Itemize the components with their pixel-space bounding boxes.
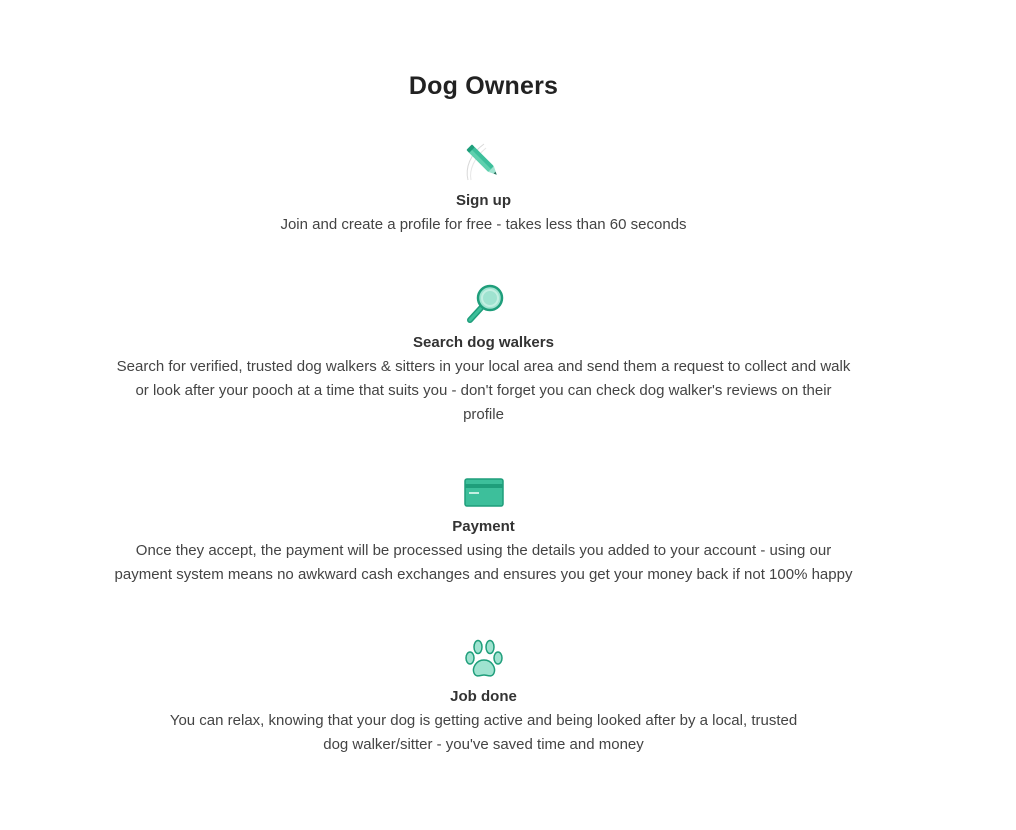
step-description: You can relax, knowing that your dog is getting active and being looked after by a local, trusted dog walker/sitter - you've saved time and money [169,712,798,753]
step-title: Search dog walkers [413,334,554,351]
step-sign-up [0,140,967,237]
credit-card-icon [464,474,504,510]
step-title: Payment [452,518,515,535]
magnifying-glass-icon [462,282,506,326]
step-job-done [0,638,967,757]
step-title: Sign up [456,192,511,209]
step-description: Search for verified, trusted dog walkers & sitters in your local area and send them a request to collect and walk or look after your pooch at a time that suits you - don't forget you can check dog walker's reviews on their profile [116,358,851,423]
pencil-icon [462,140,506,184]
step-description: Once they accept, the payment will be processed using the details you added to your account - using our payment system means no awkward cash exchanges and ensures you get your money back if not 100% happy [114,542,853,583]
step-title: Job done [450,688,517,705]
step-search-dog-walkers [0,282,967,427]
paw-print-icon [464,638,504,680]
section-title: Dog Owners [408,72,559,100]
step-payment [0,474,967,587]
step-description: Join and create a profile for free - takes less than 60 seconds [280,216,687,233]
